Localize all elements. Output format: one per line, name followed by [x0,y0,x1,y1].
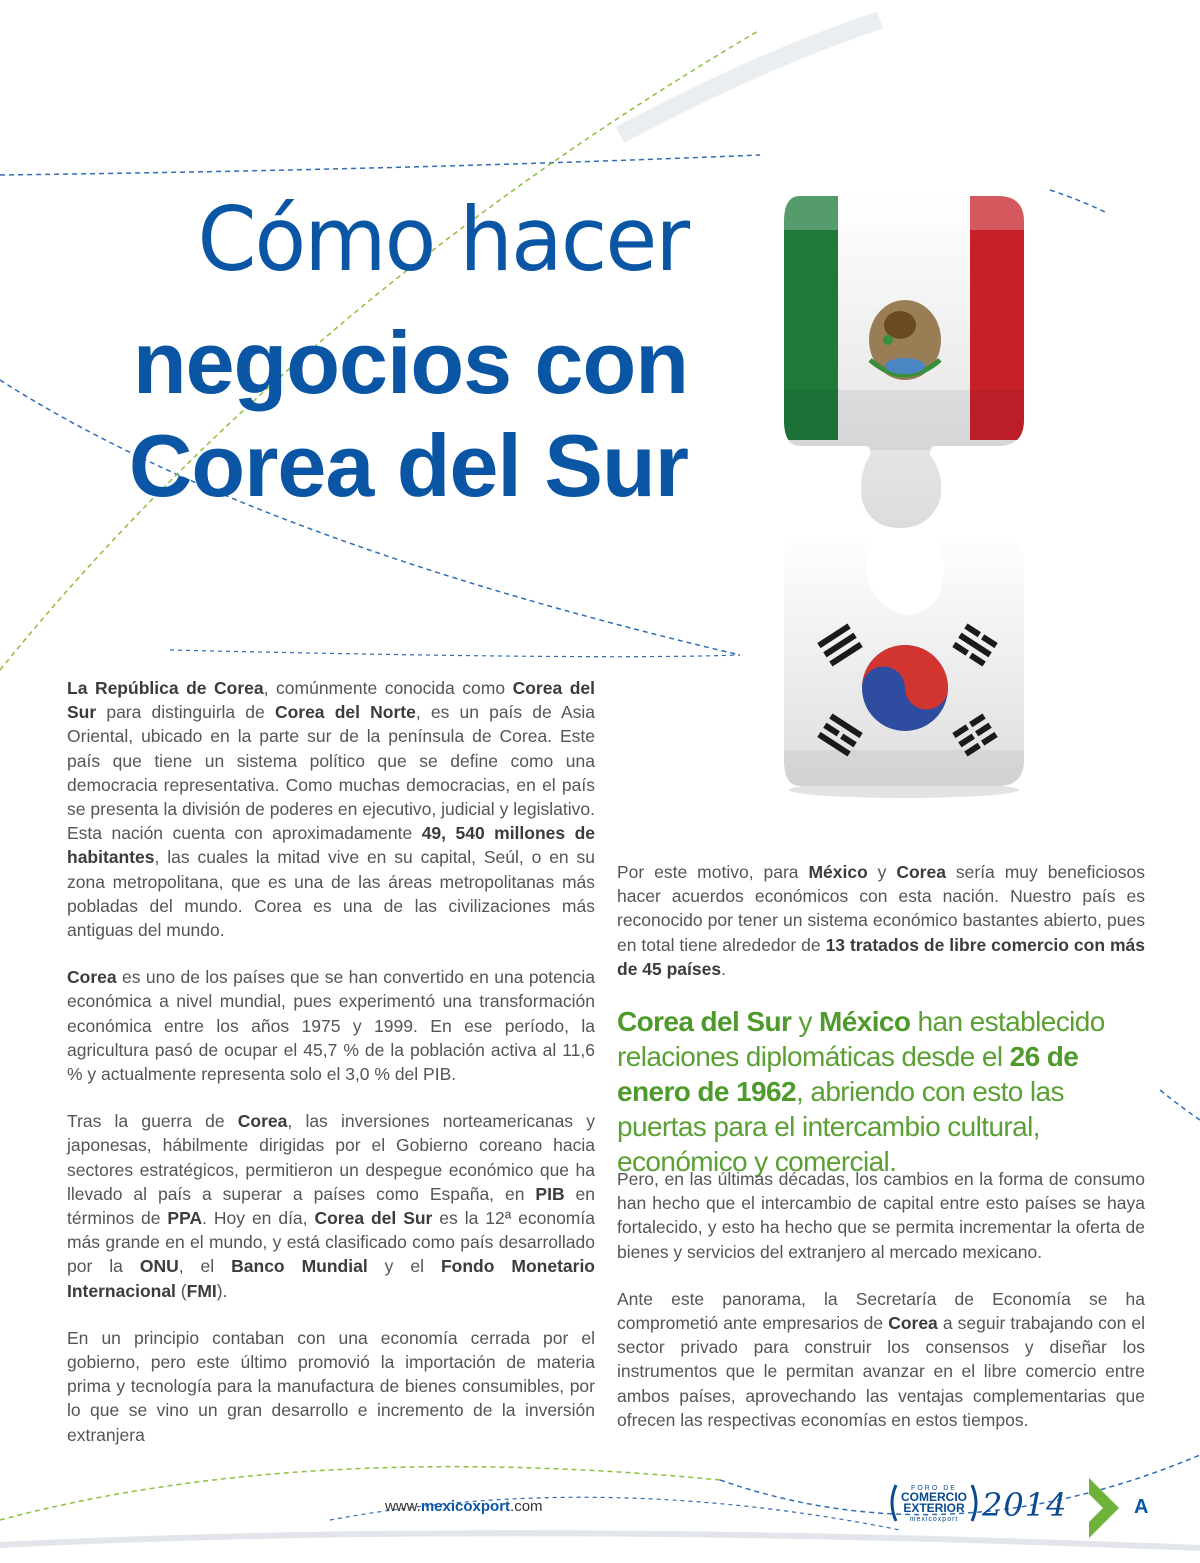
logo-line-3: EXTERIOR [903,1501,965,1515]
text-run: para distinguirla de [96,702,275,723]
page-number: A [1134,1496,1149,1518]
bold-text-run: PIB [535,1183,565,1204]
footer-website-link[interactable] [385,1498,543,1515]
text-run: En un principio contaban con una economía cerrada por el gobierno, pero este último promovió la importación de materia prima y tecnología para la manufactura de bienes consumibles, por lo que se vino un gran desarrollo e incremento de la inversión extranjera [67,1327,595,1445]
pull-quote [617,1004,1157,1179]
bold-text-run: FMI [186,1280,217,1301]
text-run: , abriendo con esto las puertas para el intercambio cultural, económico y comercial. [617,1076,1064,1177]
bold-text-run: Corea [67,967,117,988]
left-paragraph-4 [67,1326,595,1447]
text-run: a seguir trabajando con el sector privado para construir los consensos y diseñar los instrumentos que le permitan avanzar en el libre comercio entre ambos países, aprovechando las ventajas complementarias que ofrecen las respectivas economías en estos tiempos. [617,1313,1146,1430]
url-suffix: .com [510,1498,543,1515]
text-run: . Hoy en día, [202,1208,315,1229]
title-line-2: negocios con [132,313,688,412]
text-run: . [721,958,726,979]
bold-text-run: Corea [237,1111,288,1132]
text-run: ). [216,1280,228,1301]
url-brand: mexicoxport [420,1498,511,1515]
taegeuk-icon [862,645,948,731]
title-line-3: Corea del Sur [128,416,688,515]
text-run: , el [178,1256,232,1277]
bold-text-run: ONU [139,1256,179,1277]
text-run: ( [175,1280,187,1301]
bold-text-run: Banco Mundial [231,1256,368,1277]
bold-text-run: Corea del Sur [67,678,595,723]
right-column-top [617,860,1145,1004]
text-run: y [791,1006,820,1037]
foro-comercio-exterior-logo [886,1481,982,1525]
text-run: , las cuales la mitad vive en su capital, Seúl, o en su zona metropolitana, que es una de las áreas metropolitanas más pobladas del mundo. Corea es una de las civilizaciones más antiguas del mundo. [67,847,595,941]
right-paragraph-2 [617,1167,1145,1264]
title-line-1: Cómo hacer [197,188,688,291]
right-paragraph-3 [617,1287,1145,1432]
bold-text-run: Corea del Sur [617,1006,792,1037]
bold-text-run: Corea del Norte [274,702,416,723]
logo-line-1: FORO DE [911,1485,957,1492]
bold-text-run: 49, 540 millones de habitantes [67,823,596,868]
bold-text-run: Fondo Monetario Internacional [67,1256,595,1301]
text-run: es uno de los países que se han convertido en una potencia económica a nivel mundial, pues experimentó una transformación económica entre los años 1975 y 1999. En ese período, la agricultura pasó de ocupar el 45,7 % de la población activa al 11,6 % y actualmente representa solo el 3,0 % del PIB. [67,967,595,1085]
right-column-bottom [617,1167,1145,1455]
left-paragraph-1 [67,676,595,942]
text-run: es la 12ª economía más grande en el mundo, y está clasificado como país desarrollado por la [67,1208,595,1277]
bold-text-run: México [808,862,868,882]
left-column [67,676,595,1470]
chevron-right-icon [1087,1478,1121,1538]
text-run: en términos de [67,1183,595,1229]
left-paragraph-2 [67,965,595,1086]
text-run: Tras la guerra de [67,1111,238,1132]
text-run: y el [367,1256,441,1277]
bold-text-run: PPA [167,1208,203,1229]
bold-text-run: Corea del Sur [314,1208,433,1229]
bold-text-run: México [819,1006,911,1037]
text-run: y [867,862,897,882]
bold-text-run: La República de Corea [67,678,264,698]
bold-text-run: Corea [888,1313,938,1334]
text-run: , las inversiones norteamericanas y japonesas, hábilmente dirigidas por el Gobierno coreano hacia sectores estratégicos, permitieron un despegue económico que ha llevado al país a superar a países como España, en [67,1111,595,1204]
text-run: , es un país de Asia Oriental, ubicado en la parte sur de la península de Corea. Este país que tiene un sistema político que se define como una democracia representativa. Como muchas democracias, en el país se presenta la división de poderes en ejecutivo, judicial y legislativo. Esta nación cuenta con aproximadamente [67,702,595,844]
text-run: , comúnmente conocida como [263,678,513,698]
mexican-eagle-icon [869,300,941,380]
bold-text-run: 26 de enero de 1962 [617,1041,1079,1107]
flags-puzzle-illustration [770,190,1060,800]
text-run: sería muy beneficiosos hacer acuerdos económicos con esta nación. Nuestro país es reconocido por tener un sistema económico bastantes abierto, pues en total tiene alrededor de [617,862,1145,955]
text-run: han establecido relaciones diplomáticas desde el [617,1006,1105,1072]
logo-line-2: COMERCIO [901,1490,967,1504]
text-run: Ante este panorama, la Secretaría de Economía se ha comprometió ante empresarios de [617,1288,1145,1334]
right-paragraph-1 [617,860,1145,981]
bold-text-run: Corea [896,862,946,882]
logo-line-4: mexicoxport [909,1516,959,1523]
left-paragraph-3 [67,1109,595,1303]
text-run: Pero, en las últimas décadas, los cambios en la forma de consumo han hecho que el intercambio de capital entre esto países se haya fortalecido, y esto ha hecho que se permita incrementar la oferta de bienes y servicios del extranjero al mercado mexicano. [617,1169,1145,1262]
text-run: Por este motivo, para [617,862,809,882]
bold-text-run: 13 tratados de libre comercio con más de 45 países [617,934,1145,979]
footer-year: 2014 [982,1486,1068,1524]
url-prefix: www. [385,1498,421,1515]
